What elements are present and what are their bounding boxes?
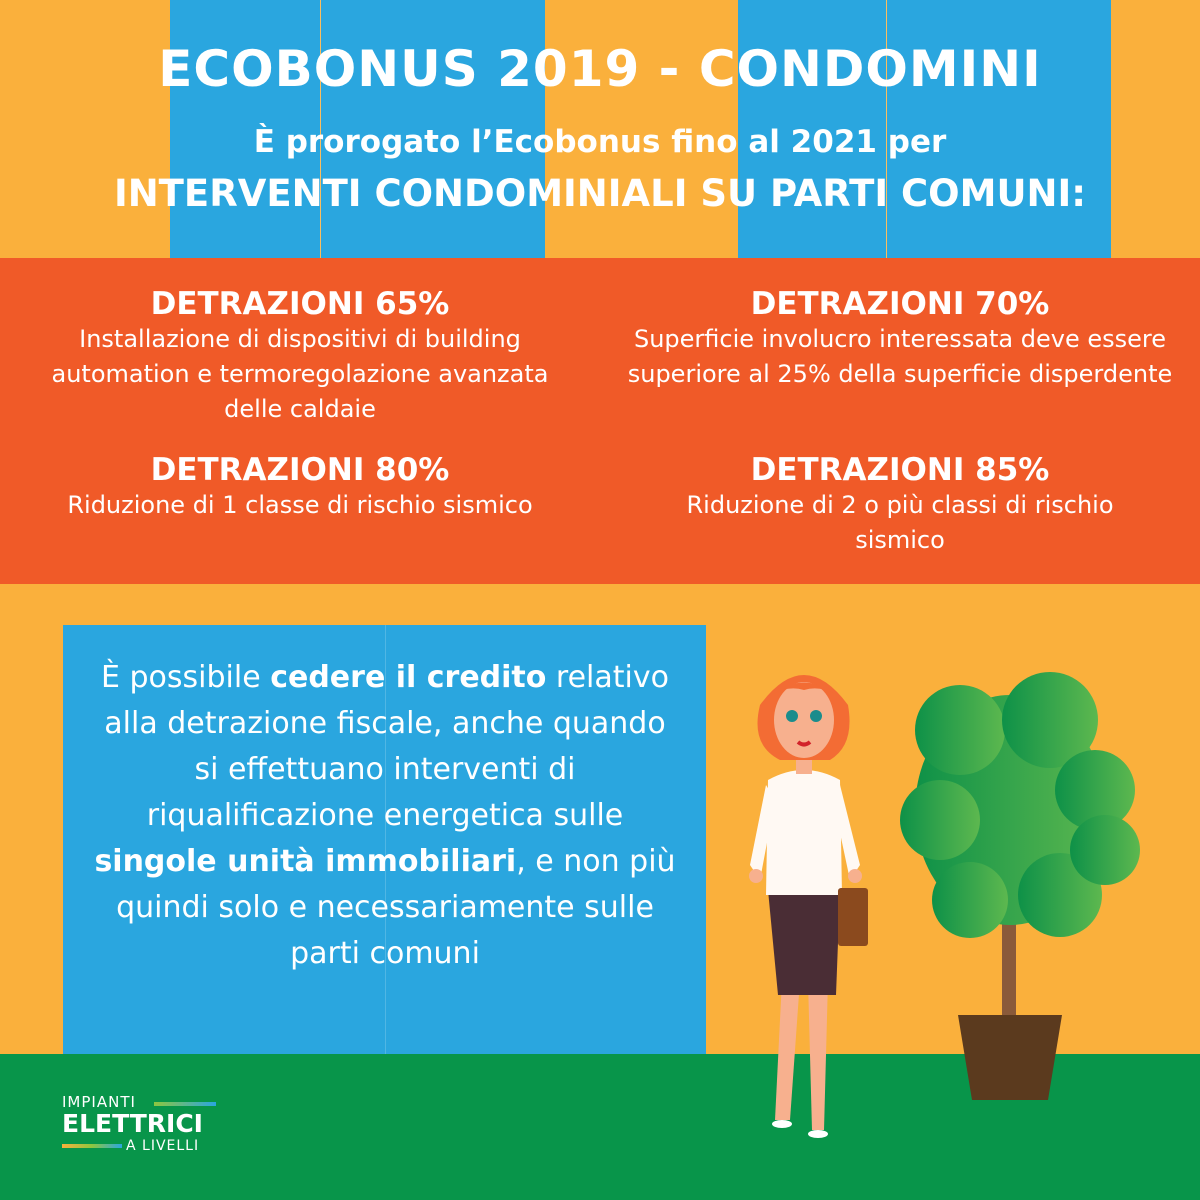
deduction-65 [10, 286, 590, 427]
woman-hand-right [848, 869, 862, 883]
woman-hand-left [749, 869, 763, 883]
woman-leg-right [808, 980, 828, 1130]
page-subtitle: È prorogato l’Ecobonus fino al 2021 per [253, 124, 947, 160]
logo-line-3: A LIVELLI [126, 1138, 200, 1154]
deduction-heading: DETRAZIONI 85% [750, 452, 1050, 488]
deduction-text: Riduzione di 1 classe di rischio sismico [67, 491, 533, 519]
tree-pot [958, 1015, 1062, 1100]
woman-blouse [766, 770, 842, 895]
info-text-bold: singole unità immobiliari [94, 844, 517, 879]
deduction-text: Installazione di dispositivi di building automation e termoregolazione avanzata delle caldaie [51, 325, 549, 423]
info-text [90, 655, 680, 977]
woman-eye-left [786, 710, 798, 722]
woman-leg-left [775, 980, 800, 1120]
deduction-text: Riduzione di 2 o più classi di rischio sismico [686, 491, 1114, 554]
logo-line-1: IMPIANTI [62, 1093, 136, 1111]
deduction-70 [605, 286, 1195, 392]
woman-face [774, 682, 834, 758]
deduction-heading: DETRAZIONI 80% [150, 452, 450, 488]
woman-skirt [768, 890, 840, 995]
company-logo [62, 1093, 222, 1163]
woman-eye-right [810, 710, 822, 722]
info-text-bold: cedere il credito [270, 660, 547, 695]
page-subtitle-strong: INTERVENTI CONDOMINIALI SU PARTI COMUNI: [113, 172, 1087, 215]
info-text-part: relativo alla detrazione fiscale, anche quando si effettuano interventi di riqualificazione energetica sulle [104, 660, 669, 833]
page-title: ECOBONUS 2019 - CONDOMINI [158, 40, 1042, 98]
potted-tree-illustration [900, 660, 1160, 1110]
logo-bar-top [154, 1102, 216, 1106]
deduction-80 [10, 452, 590, 523]
logo-bar-bottom [62, 1144, 122, 1148]
businesswoman-illustration [720, 650, 890, 1150]
deduction-heading: DETRAZIONI 70% [750, 286, 1050, 322]
folder-icon [838, 888, 868, 946]
woman-shoe-right [808, 1130, 828, 1138]
deduction-heading: DETRAZIONI 65% [150, 286, 450, 322]
deduction-85 [620, 452, 1180, 558]
logo-line-2: ELETTRICI [62, 1109, 203, 1138]
info-text-part: È possibile [101, 660, 271, 695]
info-text-part: , e non più quindi solo e necessariamente sulle parti comuni [116, 844, 676, 971]
tree-foliage [900, 672, 1140, 938]
deduction-text: Superficie involucro interessata deve essere superiore al 25% della superficie disperdente [627, 325, 1173, 388]
woman-shoe-left [772, 1120, 792, 1128]
